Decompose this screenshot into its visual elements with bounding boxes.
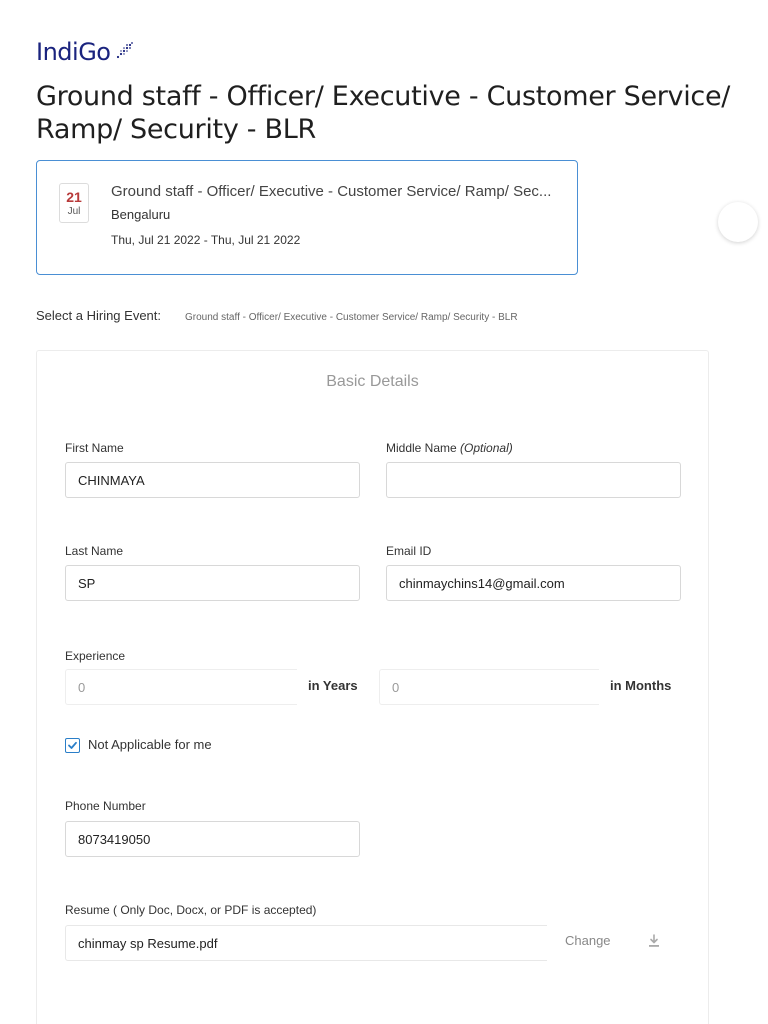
change-resume-button[interactable]: Change [565, 933, 611, 948]
event-date-day: 21 [66, 189, 82, 205]
years-unit-label: in Years [308, 678, 358, 693]
section-title: Basic Details [326, 373, 419, 390]
email-field[interactable] [386, 565, 681, 601]
not-applicable-label: Not Applicable for me [88, 737, 212, 752]
download-icon[interactable] [647, 934, 661, 948]
phone-label: Phone Number [65, 799, 146, 813]
middle-name-label [386, 441, 513, 455]
resume-file-field[interactable]: chinmay sp Resume.pdf [65, 925, 547, 961]
event-location: Bengaluru [111, 207, 171, 222]
plane-dots-icon [113, 40, 135, 62]
event-title: Ground staff - Officer/ Executive - Customer Service/ Ramp/ Sec... [111, 183, 552, 200]
hiring-event-card[interactable] [36, 160, 578, 275]
carousel-next-button[interactable] [718, 202, 758, 242]
hiring-event-value[interactable]: Ground staff - Officer/ Executive - Customer Service/ Ramp/ Security - BLR [185, 312, 518, 323]
first-name-label: First Name [65, 441, 124, 455]
hiring-event-label: Select a Hiring Event: [36, 308, 162, 323]
logo-text: IndiGo [36, 38, 111, 66]
email-label: Email ID [386, 544, 432, 558]
first-name-field[interactable] [65, 462, 360, 498]
page-title: Ground staff - Officer/ Executive - Customer Service/ Ramp/ Security - BLR [36, 81, 731, 145]
middle-name-label-text: Middle Name [386, 441, 457, 455]
indigo-logo[interactable] [36, 38, 135, 66]
not-applicable-checkbox[interactable] [65, 738, 80, 753]
months-unit-label: in Months [610, 678, 672, 693]
event-dates: Thu, Jul 21 2022 - Thu, Jul 21 2022 [111, 233, 301, 247]
experience-label: Experience [65, 649, 126, 663]
optional-hint: (Optional) [460, 441, 513, 455]
last-name-field[interactable] [65, 565, 360, 601]
last-name-label: Last Name [65, 544, 124, 558]
resume-label: Resume ( Only Doc, Docx, or PDF is accepted) [65, 903, 317, 917]
event-date-month: Jul [67, 206, 81, 217]
basic-details-form [36, 350, 709, 1024]
phone-field[interactable] [65, 821, 360, 857]
event-date-badge [59, 183, 89, 223]
experience-years-field[interactable] [65, 669, 297, 705]
hiring-event-selector [36, 308, 518, 323]
experience-months-field[interactable] [379, 669, 599, 705]
checkmark-icon [67, 740, 78, 751]
middle-name-field[interactable] [386, 462, 681, 498]
